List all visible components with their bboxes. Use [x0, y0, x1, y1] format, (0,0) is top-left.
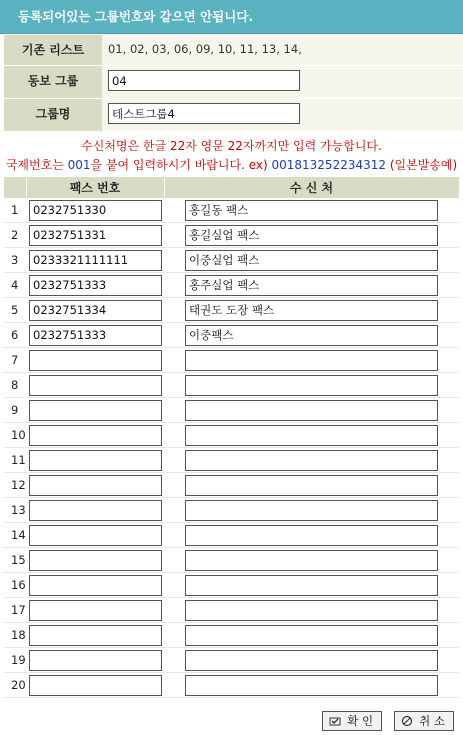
row-number: 7 [4, 348, 26, 373]
confirm-button-label: 확 인 [347, 714, 374, 728]
fax-number-input[interactable] [29, 675, 162, 696]
recipient-name-input[interactable] [185, 525, 438, 546]
notice-intl-example: 001813252234312 [271, 158, 387, 172]
action-buttons [322, 711, 454, 731]
row-number: 17 [4, 598, 26, 623]
recipient-name-input[interactable] [185, 350, 438, 371]
row-number: 12 [4, 473, 26, 498]
row-number: 10 [4, 423, 26, 448]
recipient-name-input[interactable] [185, 275, 438, 296]
fax-number-input[interactable] [29, 375, 162, 396]
row-number: 1 [4, 198, 26, 223]
fax-number-input[interactable] [29, 625, 162, 646]
recipient-name-input[interactable] [185, 575, 438, 596]
row-number: 19 [4, 648, 26, 673]
fax-number-input[interactable] [29, 575, 162, 596]
recipient-name-input[interactable] [185, 300, 438, 321]
table-row [4, 573, 459, 598]
cancel-button-label: 취 소 [419, 714, 445, 728]
notice-intl-suffix: (일본발송예) [386, 158, 458, 172]
notice-intl-code: 001 [67, 158, 91, 172]
row-number: 14 [4, 523, 26, 548]
fax-number-input[interactable] [29, 300, 162, 321]
fax-number-input[interactable] [29, 325, 162, 346]
fax-number-input[interactable] [29, 475, 162, 496]
recipient-name-input[interactable] [185, 250, 438, 271]
notice-intl-middle: 을 붙여 입력하시기 바랍니다. ex) [90, 158, 272, 172]
page-title: 등록되어있는 그룹번호와 같으면 안됩니다. [18, 9, 254, 24]
cancel-button[interactable] [394, 711, 454, 731]
recipient-name-input[interactable] [185, 675, 438, 696]
recipient-name-input[interactable] [185, 450, 438, 471]
fax-number-input[interactable] [29, 400, 162, 421]
table-row [4, 523, 459, 548]
group-name-row [4, 99, 463, 131]
table-row [4, 373, 459, 398]
fax-number-input[interactable] [29, 600, 162, 621]
table-header-row [4, 177, 459, 198]
group-info-table [4, 34, 463, 131]
page-header [0, 0, 463, 34]
row-number: 15 [4, 548, 26, 573]
table-row [4, 423, 459, 448]
recipient-name-input[interactable] [185, 200, 438, 221]
existing-list-label: 기존 리스트 [4, 35, 102, 65]
table-row [4, 448, 459, 473]
fax-number-input[interactable] [29, 525, 162, 546]
table-row [4, 198, 459, 223]
table-row [4, 348, 459, 373]
row-number: 16 [4, 573, 26, 598]
table-row [4, 398, 459, 423]
fax-number-input[interactable] [29, 225, 162, 246]
recipient-name-input[interactable] [185, 425, 438, 446]
row-number: 4 [4, 273, 26, 298]
fax-number-input[interactable] [29, 200, 162, 221]
recipient-name-input[interactable] [185, 600, 438, 621]
table-row [4, 473, 459, 498]
recipient-name-input[interactable] [185, 650, 438, 671]
table-header-dest: 수 신 처 [164, 177, 459, 198]
recipient-name-input[interactable] [185, 325, 438, 346]
table-row [4, 223, 459, 248]
confirm-icon [329, 715, 341, 727]
row-number: 9 [4, 398, 26, 423]
notice-intl-prefix: 국제번호는 [5, 158, 68, 172]
fax-number-input[interactable] [29, 450, 162, 471]
fax-number-input[interactable] [29, 500, 162, 521]
cancel-icon [401, 715, 413, 727]
table-header-fax: 팩스 번호 [26, 177, 164, 198]
recipient-name-input[interactable] [185, 500, 438, 521]
group-number-row [4, 66, 463, 98]
table-row [4, 623, 459, 648]
existing-list-row [4, 35, 463, 65]
fax-number-input[interactable] [29, 275, 162, 296]
fax-number-input[interactable] [29, 250, 162, 271]
group-name-input[interactable] [108, 103, 300, 124]
table-row [4, 498, 459, 523]
table-row [4, 648, 459, 673]
group-number-input[interactable] [108, 70, 300, 91]
table-row [4, 548, 459, 573]
fax-recipient-table [4, 177, 460, 698]
recipient-name-input[interactable] [185, 550, 438, 571]
group-number-label: 동보 그룹 [4, 66, 102, 98]
row-number: 6 [4, 323, 26, 348]
notice-name-limit: 수신처명은 한글 22자 영문 22자까지만 입력 가능합니다. [81, 139, 382, 153]
row-number: 8 [4, 373, 26, 398]
row-number: 18 [4, 623, 26, 648]
confirm-button[interactable] [322, 711, 382, 731]
table-row [4, 323, 459, 348]
row-number: 3 [4, 248, 26, 273]
fax-number-input[interactable] [29, 425, 162, 446]
table-row [4, 298, 459, 323]
existing-list-value: 01, 02, 03, 06, 09, 10, 11, 13, 14, [102, 35, 463, 65]
row-number: 2 [4, 223, 26, 248]
row-number: 13 [4, 498, 26, 523]
notice-international [0, 156, 463, 173]
recipient-name-input[interactable] [185, 375, 438, 396]
recipient-name-input[interactable] [185, 400, 438, 421]
table-header-number [4, 177, 26, 198]
row-number: 11 [4, 448, 26, 473]
table-row [4, 598, 459, 623]
fax-number-input[interactable] [29, 350, 162, 371]
row-number: 20 [4, 673, 26, 698]
fax-number-input[interactable] [29, 650, 162, 671]
table-row [4, 273, 459, 298]
table-row [4, 248, 459, 273]
recipient-name-input[interactable] [185, 475, 438, 496]
recipient-name-input[interactable] [185, 625, 438, 646]
recipient-name-input[interactable] [185, 225, 438, 246]
table-row [4, 673, 459, 698]
row-number: 5 [4, 298, 26, 323]
fax-number-input[interactable] [29, 550, 162, 571]
group-name-label: 그룹명 [4, 99, 102, 131]
